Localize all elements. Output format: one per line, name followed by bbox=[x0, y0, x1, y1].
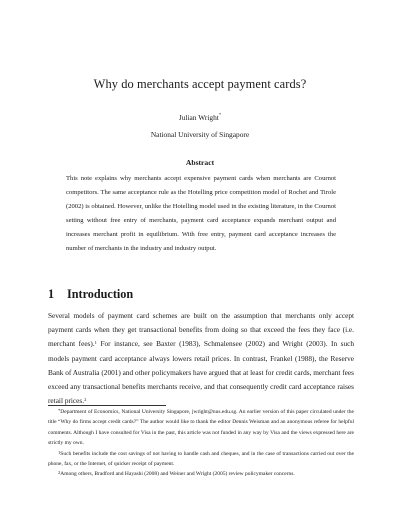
section-heading bbox=[48, 287, 133, 302]
footnote-text: Such benefits include the cost savings of not having to handle cash and cheques, and in the case of transactions carried out over the phone, fax, or the Internet, of quicker receipt of payment. bbox=[48, 450, 354, 468]
footnote-item bbox=[48, 469, 354, 479]
footnotes bbox=[48, 407, 354, 480]
footnote-text: Department of Economics, National University Singapore, jwright@nus.edu.sg. An earlier version of this paper circulated under the title “Why do firms accept credit cards?” The author would like to thank the editor Dennis Weisman and an anonymous referee for helpful comments. Although I have consulted for Visa in the past, this article was not funded in any way by Visa and the views expressed here are strictly my own. bbox=[48, 409, 354, 447]
footnote-separator bbox=[48, 405, 166, 406]
abstract-text: This note explains why merchants accept expensive payment cards when merchants are Cournot competitors. The same acceptance rule as the Hotelling price competition model of Rochet and Tirole (2002) is obtained. However, unlike the Hotelling model used in the existing literature, in the Cournot setting without free entry of merchants, payment card acceptance expands merchant output and increases merchant profit in equilibrium. With free entry, payment card acceptance increases the number of merchants in the industry and industry output. bbox=[66, 175, 336, 252]
paper-title: Why do merchants accept payment cards? bbox=[93, 77, 307, 91]
footnote-ref-1: 1 bbox=[94, 340, 97, 346]
footnote-mark: * bbox=[58, 408, 61, 413]
author-name-text: Julian Wright bbox=[178, 113, 219, 122]
paragraph-text-part-1: Several models of payment card schemes are built on the assumption that merchants only accept payment cards when they get transactional benefits from doing so that exceed the fees they face (i.e. merchant fees). bbox=[48, 311, 354, 349]
section-number: 1 bbox=[48, 287, 55, 301]
section-title: Introduction bbox=[67, 287, 134, 301]
footnote-ref-2: 2 bbox=[84, 397, 87, 403]
footnote-item bbox=[48, 407, 354, 449]
footnote-mark: 2 bbox=[58, 470, 61, 476]
footnote-text: Among others, Bradford and Hayashi (2008) and Weiner and Wright (2005) review policymaker concerns. bbox=[60, 471, 295, 478]
author-affiliation: National University of Singapore bbox=[150, 130, 250, 139]
paragraph-text-part-2: For instance, see Baxter (1983), Schmalensee (2002) and Wright (2003). In such models payment card acceptance always lowers retail prices. In contrast, Frankel (1988), the Reserve Bank of Australia (2001) and other policymakers have argued that at least for credit cards, merchant fees exceed any transactional benefits merchants receive, and that consequently credit card acceptance raises retail prices. bbox=[48, 339, 354, 406]
author-footnote-mark: * bbox=[218, 112, 222, 117]
footnote-item bbox=[48, 449, 354, 470]
abstract-heading: Abstract bbox=[185, 158, 215, 167]
footnote-mark: 1 bbox=[58, 449, 61, 455]
author-name bbox=[0, 113, 400, 122]
section-paragraph bbox=[48, 309, 354, 408]
